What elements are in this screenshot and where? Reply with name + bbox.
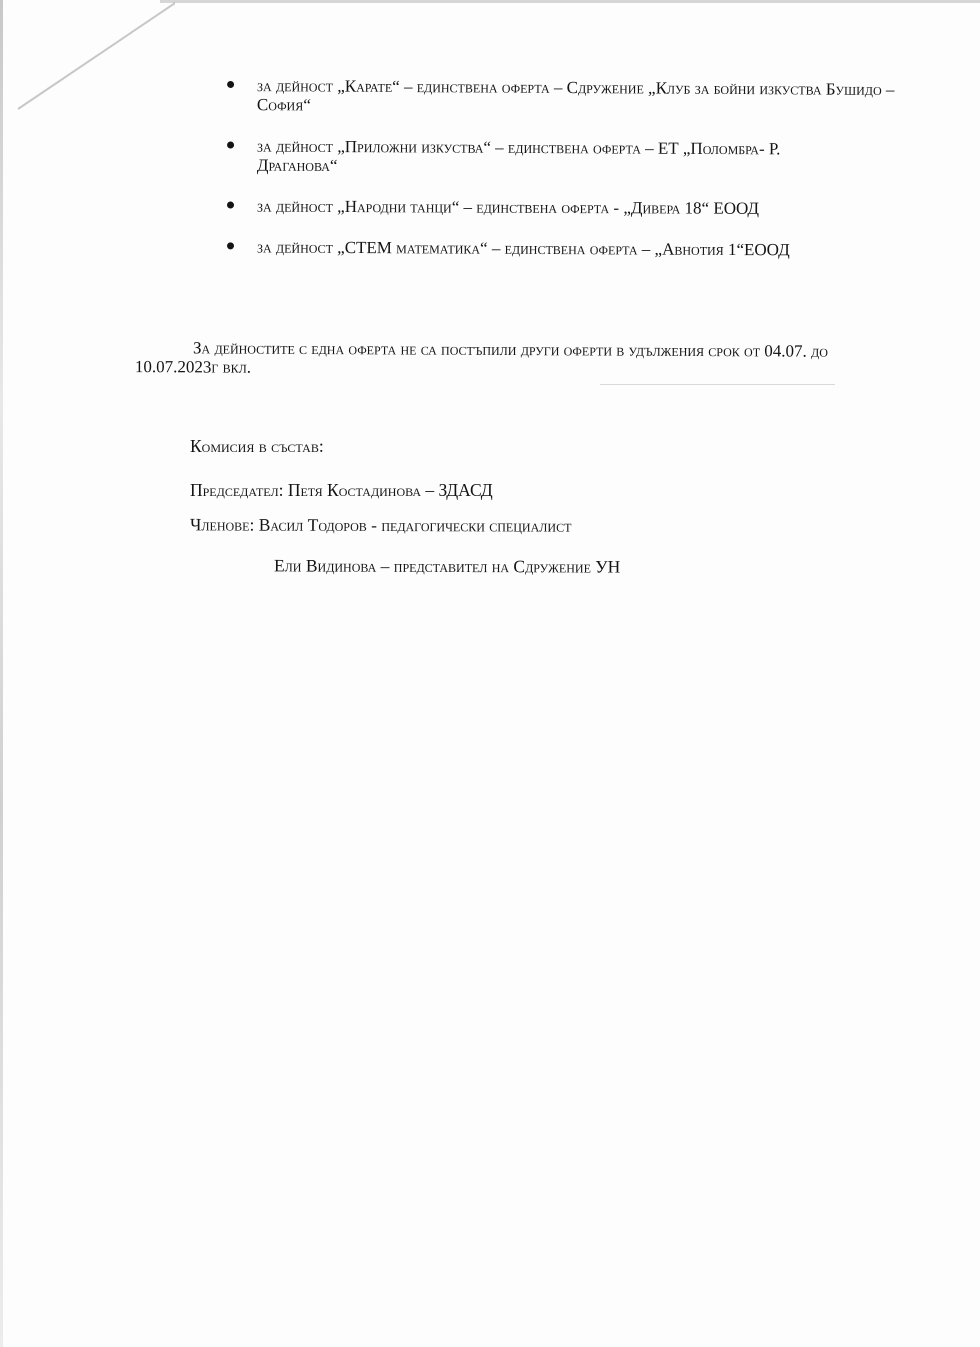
list-item-text: за дейност „Карате“ – единствена оферта – Сдружение „Клуб за бойни изкуства Бушидо – София“ — [256, 76, 895, 115]
list-item — [225, 237, 857, 259]
list-item-text: за дейност „СТЕМ математика“ – единствена оферта – „Авнотия 1“ЕООД — [256, 237, 790, 260]
bullet-icon — [227, 81, 234, 88]
offer-list — [225, 78, 905, 280]
bullet-icon — [227, 242, 234, 249]
list-item — [225, 197, 905, 219]
summary-paragraph: За дейностите с една оферта не са постъпили други оферти в удължения срок от 04.07. до 10.07.2023г вкл. — [134, 338, 828, 377]
list-item — [225, 136, 817, 177]
folded-corner — [0, 0, 175, 120]
list-item-text: за дейност „Приложни изкуства“ – единствена оферта – ЕТ „Поломбра- Р. Драганова“ — [256, 136, 781, 176]
list-item — [225, 76, 905, 118]
commission-heading: Комисия в състав: — [190, 436, 324, 456]
scan-artifact-line — [600, 384, 835, 385]
commission-members: Членове: Васил Тодоров - педагогически специалист — [189, 514, 572, 536]
commission-chair: Председател: Петя Костадинова – ЗДАСД — [190, 480, 493, 500]
commission-member-2: Ели Видинова – представител на Сдружение УН — [273, 555, 621, 577]
bullet-icon — [227, 141, 234, 148]
bullet-icon — [227, 202, 234, 209]
list-item-text: за дейност „Народни танци“ – единствена оферта - „Дивера 18“ ЕООД — [256, 196, 760, 218]
scan-edge-top — [160, 0, 980, 3]
scan-edge-left — [0, 0, 3, 1347]
